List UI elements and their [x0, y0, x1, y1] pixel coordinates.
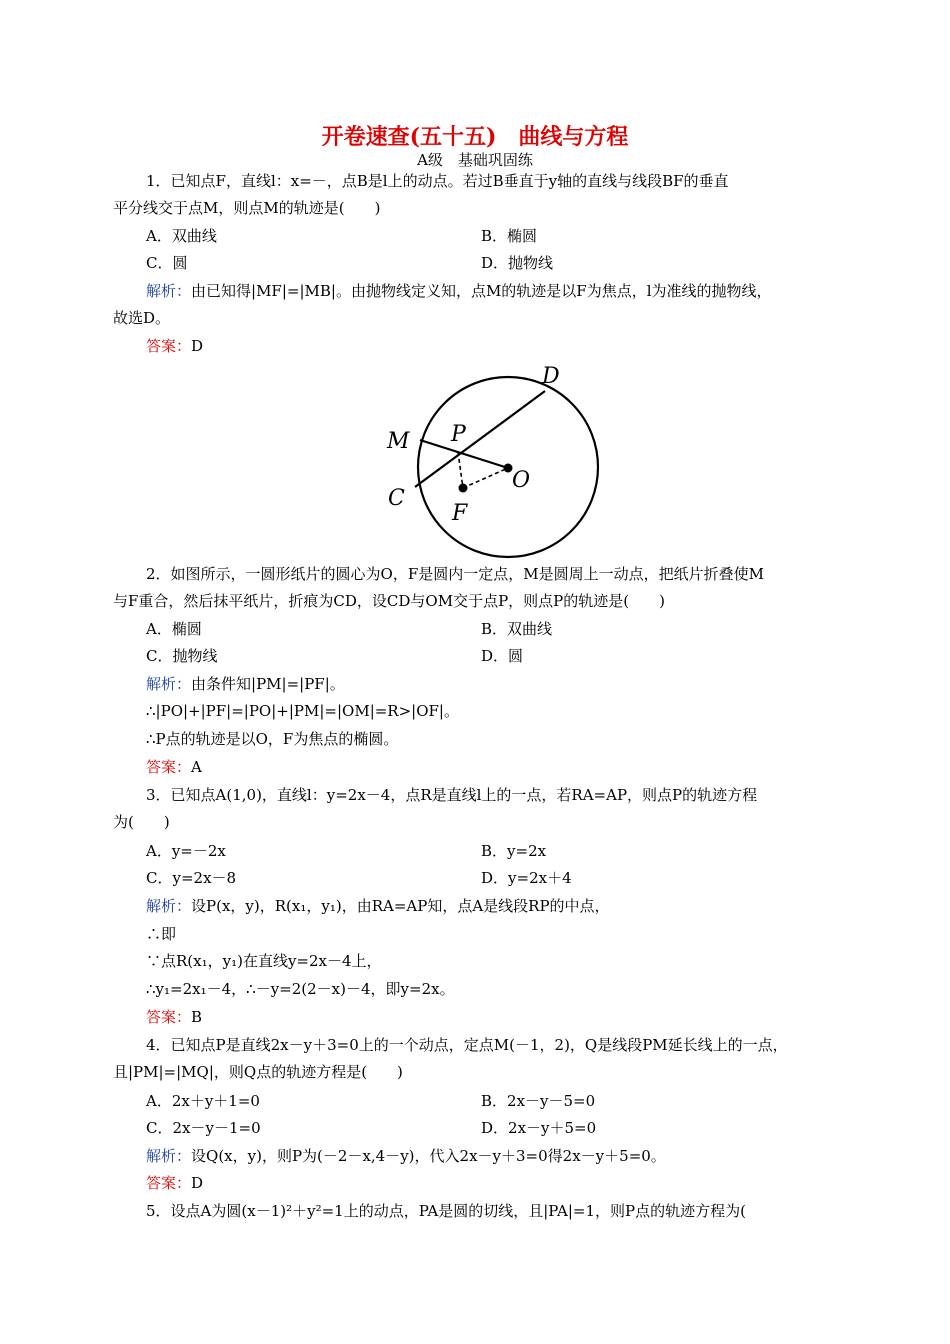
answer-value: A	[191, 758, 202, 776]
q2-option-d: D．圆	[481, 647, 524, 665]
page-title: 开卷速查(五十五) 曲线与方程	[321, 124, 629, 150]
answer-label: 答案：	[146, 1174, 192, 1192]
answer-value: B	[191, 1008, 203, 1026]
q3-analysis-line1	[146, 895, 610, 917]
q3-analysis-line2: ∴即	[146, 925, 177, 943]
answer-label: 答案：	[146, 758, 192, 776]
q4-answer	[146, 1172, 203, 1194]
q3-stem-line2: 为( )	[113, 813, 170, 831]
analysis-text: 由条件知|PM|=|PF|。	[191, 675, 345, 693]
q2-stem-line1: 2．如图所示，一圆形纸片的圆心为O，F是圆内一定点，M是圆周上一动点，把纸片折叠使M	[146, 565, 764, 583]
label-f: F	[452, 501, 468, 526]
q3-option-d: D．y=2x＋4	[481, 869, 572, 887]
q4-stem-line2: 且|PM|=|MQ|，则Q点的轨迹方程是( )	[113, 1063, 403, 1081]
q3-option-a: A．y=－2x	[146, 842, 226, 860]
page-subtitle: A级 基础巩固练	[417, 151, 533, 169]
q2-analysis-line2: ∴|PO|+|PF|=|PO|+|PM|=|OM|=R>|OF|。	[146, 702, 459, 720]
answer-label: 答案：	[146, 1008, 192, 1026]
analysis-label: 解析：	[146, 897, 192, 915]
q2-option-a: A．椭圆	[146, 620, 202, 638]
q2-analysis-line1	[146, 673, 345, 695]
q1-option-b: B．椭圆	[481, 227, 538, 245]
q1-analysis-line1	[146, 280, 772, 302]
q3-analysis-line4: ∴y₁=2x₁－4，∴－y=2(2－x)－4，即y=2x。	[146, 980, 455, 998]
q4-option-c: C．2x－y－1=0	[146, 1119, 261, 1137]
label-p: P	[451, 422, 466, 447]
q4-option-b: B．2x－y－5=0	[481, 1092, 596, 1110]
point-f	[459, 484, 468, 493]
label-d: D	[542, 364, 560, 389]
q1-option-c: C．圆	[146, 254, 188, 272]
q1-answer	[146, 335, 203, 357]
label-c: C	[388, 486, 405, 511]
q4-analysis-line1	[146, 1145, 666, 1167]
answer-value: D	[191, 1174, 204, 1192]
q5-stem-line1: 5．设点A为圆(x－1)²＋y²=1上的动点，PA是圆的切线，且|PA|=1，则P点的轨迹方程为(	[146, 1202, 746, 1220]
q1-option-d: D．抛物线	[481, 254, 554, 272]
q1-stem-line2: 平分线交于点M，则点M的轨迹是( )	[113, 199, 381, 217]
circle-fold-figure	[370, 355, 620, 560]
q2-analysis-line3: ∴P点的轨迹是以O，F为焦点的椭圆。	[146, 730, 399, 748]
analysis-label: 解析：	[146, 282, 192, 300]
answer-label: 答案：	[146, 337, 192, 355]
q3-answer	[146, 1006, 202, 1028]
label-o: O	[512, 468, 531, 493]
analysis-text: 设Q(x，y)，则P为(－2－x,4－y)，代入2x－y＋3=0得2x－y＋5=0。	[191, 1147, 666, 1165]
q2-option-c: C．抛物线	[146, 647, 218, 665]
answer-value: D	[191, 337, 204, 355]
q3-analysis-line3: ∵点R(x₁，y₁)在直线y=2x－4上，	[146, 952, 382, 970]
q2-option-b: B．双曲线	[481, 620, 553, 638]
q3-option-c: C．y=2x－8	[146, 869, 237, 887]
dashed-pf	[458, 452, 463, 488]
q3-stem-line1: 3．已知点A(1,0)，直线l：y=2x－4，点R是直线l上的一点，若RA=AP，则点P的轨迹方程	[146, 786, 758, 804]
q3-option-b: B．y=2x	[481, 842, 547, 860]
q2-stem-line2: 与F重合，然后抹平纸片，折痕为CD，设CD与OM交于点P，则点P的轨迹是( )	[113, 592, 665, 610]
analysis-label: 解析：	[146, 1147, 192, 1165]
analysis-text: 设P(x，y)，R(x₁，y₁)，由RA=AP知，点A是线段RP的中点，	[191, 897, 610, 915]
label-m: M	[387, 429, 410, 454]
q1-analysis-line2: 故选D。	[113, 309, 171, 327]
analysis-text: 由已知得|MF|=|MB|。由抛物线定义知，点M的轨迹是以F为焦点，l为准线的抛物线，	[191, 282, 772, 300]
q4-option-d: D．2x－y＋5=0	[481, 1119, 597, 1137]
q1-stem-line1: 1．已知点F，直线l：x=－，点B是l上的动点。若过B垂直于y轴的直线与线段BF的垂直	[146, 172, 729, 190]
q1-option-a: A．双曲线	[146, 227, 217, 245]
q2-answer	[146, 756, 202, 778]
dashed-fo	[463, 468, 508, 488]
q4-option-a: A．2x＋y＋1=0	[146, 1092, 260, 1110]
q4-stem-line1: 4．已知点P是直线2x－y＋3=0上的一个动点，定点M(－1，2)，Q是线段PM延长线上的一点，	[146, 1036, 788, 1054]
analysis-label: 解析：	[146, 675, 192, 693]
